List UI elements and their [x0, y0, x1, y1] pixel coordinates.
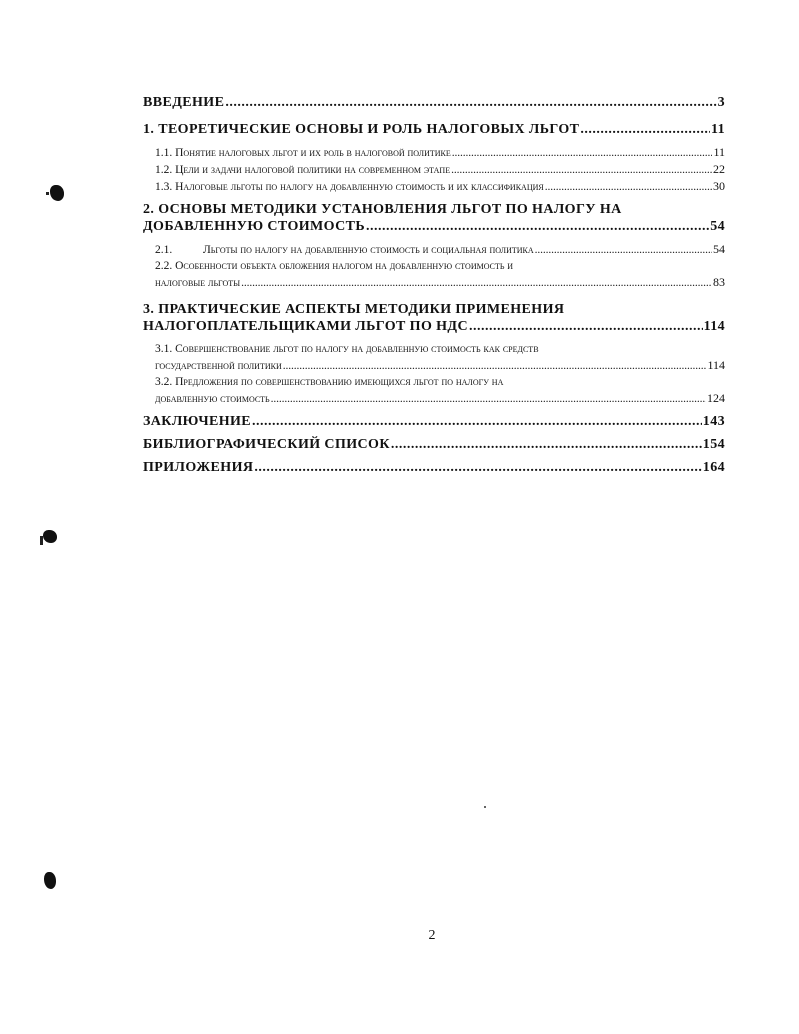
dot-leader	[241, 275, 712, 291]
toc-section-1-1[interactable]	[143, 144, 725, 161]
toc-entry-page: 54	[713, 242, 725, 256]
scan-blot-top	[50, 185, 64, 201]
toc-entry-title: БИБЛИОГРАФИЧЕСКИЙ СПИСОК	[143, 437, 390, 452]
toc-section-text: Льготы по налогу на добавленную стоимость и социальная политика	[203, 244, 534, 256]
dot-leader	[452, 145, 713, 161]
dot-leader	[271, 391, 706, 407]
toc-section-1-3[interactable]	[143, 178, 725, 195]
toc-entry-title: ДОБАВЛЕННУЮ СТОИМОСТЬ	[143, 219, 366, 234]
toc-entry-page: 124	[707, 391, 725, 405]
toc-entry-title: 1. ТЕОРЕТИЧЕСКИЕ ОСНОВЫ И РОЛЬ НАЛОГОВЫХ ЛЬГОТ	[143, 122, 580, 137]
dot-leader	[391, 436, 702, 453]
scan-speck	[40, 536, 43, 545]
toc-entry-bibliography[interactable]	[143, 436, 725, 453]
dot-leader	[545, 179, 712, 195]
dot-leader	[283, 358, 707, 374]
toc-entry-conclusion[interactable]	[143, 413, 725, 430]
scan-speck	[484, 806, 486, 808]
dot-leader	[469, 318, 703, 335]
toc-chapter-3[interactable]	[143, 318, 725, 335]
toc-entry-page: 22	[713, 162, 725, 176]
dot-leader	[225, 94, 716, 111]
scan-blot-bottom	[44, 872, 56, 889]
dot-leader	[451, 162, 712, 178]
toc-section-1-2[interactable]	[143, 161, 725, 178]
toc-entry-page: 11	[713, 145, 725, 159]
page-number: 2	[428, 928, 436, 943]
toc-section-3-2[interactable]	[143, 390, 725, 407]
toc-section-3-1-line1[interactable]: 3.1. Совершенствование льгот по налогу на добавленную стоимость как средств	[155, 343, 539, 355]
toc-entry-title: добавленную стоимость	[155, 393, 270, 405]
dot-leader	[580, 121, 710, 138]
toc-section-2-1[interactable]	[143, 241, 725, 258]
dot-leader	[535, 242, 712, 258]
toc-entry-page: 154	[702, 437, 725, 452]
toc-entry-title: 1.2. Цели и задачи налоговой политики на современном этапе	[155, 164, 451, 176]
toc-entry-intro[interactable]	[143, 94, 725, 111]
toc-entry-title: ЗАКЛЮЧЕНИЕ	[143, 414, 252, 429]
toc-entry-page: 54	[710, 219, 725, 234]
toc-entry-page: 30	[713, 179, 725, 193]
toc-entry-title: ПРИЛОЖЕНИЯ	[143, 460, 254, 475]
toc-entry-title: НАЛОГОПЛАТЕЛЬЩИКАМИ ЛЬГОТ ПО НДС	[143, 319, 468, 334]
toc-entry-page: 114	[707, 358, 725, 372]
toc-section-3-1[interactable]	[143, 357, 725, 374]
toc-chapter-1[interactable]	[143, 121, 725, 138]
dot-leader	[252, 413, 702, 430]
toc-entry-title: государственной политики	[155, 360, 282, 372]
toc-entry-title: 1.1. Понятие налоговых льгот и их роль в налоговой политике	[155, 147, 451, 159]
dot-leader	[366, 218, 709, 235]
toc-entry-page: 164	[702, 460, 725, 475]
toc-entry-page: 11	[710, 122, 725, 137]
toc-section-3-2-line1[interactable]: 3.2. Предложения по совершенствованию имеющихся льгот по налогу на	[155, 376, 504, 388]
toc-entry-page: 143	[702, 414, 725, 429]
toc-entry-title: 1.3. Налоговые льготы по налогу на добавленную стоимость и их классификация	[155, 181, 544, 193]
table-of-contents	[143, 94, 725, 476]
toc-section-number: 2.1.	[155, 244, 173, 256]
toc-entry-page: 114	[703, 319, 725, 334]
toc-entry-title	[155, 242, 534, 258]
toc-entry-page: 3	[717, 95, 725, 110]
toc-section-2-2[interactable]	[143, 274, 725, 291]
toc-chapter-2[interactable]	[143, 218, 725, 235]
scan-speck	[46, 192, 49, 195]
toc-entry-title: ВВЕДЕНИЕ	[143, 95, 225, 110]
toc-entry-appendix[interactable]	[143, 459, 725, 476]
dot-leader	[254, 459, 701, 476]
scan-blot-middle	[43, 530, 57, 543]
toc-section-2-2-line1[interactable]: 2.2. Особенности объекта обложения налогом на добавленную стоимость и	[155, 260, 514, 272]
toc-entry-page: 83	[713, 275, 725, 289]
toc-chapter-3-title-line1[interactable]: 3. ПРАКТИЧЕСКИЕ АСПЕКТЫ МЕТОДИКИ ПРИМЕНЕНИЯ	[143, 302, 565, 317]
toc-entry-title: налоговые льготы	[155, 277, 241, 289]
toc-chapter-2-title-line1[interactable]: 2. ОСНОВЫ МЕТОДИКИ УСТАНОВЛЕНИЯ ЛЬГОТ ПО НАЛОГУ НА	[143, 202, 622, 217]
